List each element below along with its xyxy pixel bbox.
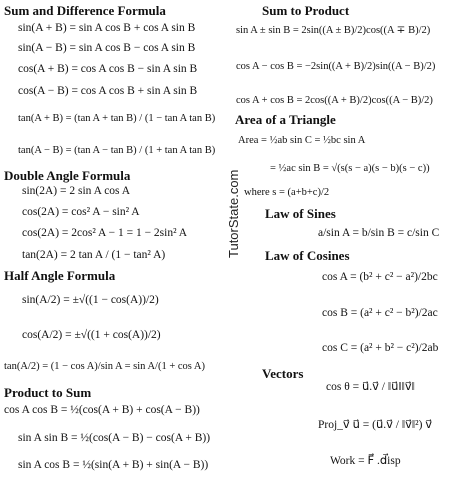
formula-work: Work = F⃗ .d⃗isp	[330, 455, 401, 467]
formula-tan-sum: tan(A + B) = (tan A + tan B) / (1 − tan A tan B)	[18, 113, 216, 124]
formula-cos-2a-1: cos(2A) = cos² A − sin² A	[22, 206, 140, 218]
heading-law-of-cosines: Law of Cosines	[265, 248, 350, 263]
formula-cos-a: cos A = (b² + c² − a²)/2bc	[322, 271, 438, 283]
formula-cos-half: cos(A/2) = ±√((1 + cos(A))/2)	[22, 329, 161, 341]
formula-cos-sum: cos(A + B) = cos A cos B − sin A sin B	[18, 63, 198, 75]
heading-law-of-sines: Law of Sines	[265, 206, 336, 221]
formula-tan-2a: tan(2A) = 2 tan A / (1 − tan² A)	[22, 249, 166, 261]
formula-cos-b: cos B = (a² + c² − b²)/2ac	[322, 307, 438, 319]
formula-sin-diff: sin(A − B) = sin A cos B − cos A sin B	[18, 42, 196, 54]
heading-sum-to-product: Sum to Product	[262, 3, 350, 18]
formula-area-s: where s = (a+b+c)/2	[244, 187, 330, 198]
heading-area-triangle: Area of a Triangle	[235, 112, 336, 127]
formula-cos-minus-cos: cos A − cos B = −2sin((A + B)/2)sin((A − B)/2)	[236, 61, 436, 72]
formula-sin-pm-sin: sin A ± sin B = 2sin((A ± B)/2)cos((A ∓ B)/2)	[236, 25, 431, 36]
formula-cos-c: cos C = (a² + b² − c²)/2ab	[322, 342, 439, 354]
formula-sin-sin: sin A sin B = ½(cos(A − B) − cos(A + B))	[18, 432, 211, 444]
formula-cos-diff: cos(A − B) = cos A cos B + sin A sin B	[18, 85, 198, 97]
heading-double-angle: Double Angle Formula	[4, 168, 131, 183]
formula-tan-diff: tan(A − B) = (tan A − tan B) / (1 + tan A tan B)	[18, 145, 216, 156]
heading-sum-difference: Sum and Difference Formula	[4, 3, 166, 18]
heading-vectors: Vectors	[262, 366, 304, 381]
formula-cos-2a-2: cos(2A) = 2cos² A − 1 = 1 − 2sin² A	[22, 227, 188, 239]
formula-area-1: Area = ½ab sin C = ½bc sin A	[238, 135, 366, 146]
watermark-text: TutorState.com	[226, 169, 241, 258]
heading-half-angle: Half Angle Formula	[4, 268, 116, 283]
formula-cos-plus-cos: cos A + cos B = 2cos((A + B)/2)cos((A − B)/2)	[236, 95, 433, 106]
formula-tan-half: tan(A/2) = (1 − cos A)/sin A = sin A/(1 + cos A)	[4, 361, 206, 372]
formula-cos-theta: cos θ = u⃗.v⃗ / ‖u⃗‖‖v⃗‖	[326, 381, 415, 393]
formula-sin-sum: sin(A + B) = sin A cos B + cos A sin B	[18, 22, 196, 34]
heading-product-to-sum: Product to Sum	[4, 385, 92, 400]
formula-sin-cos: sin A cos B = ½(sin(A + B) + sin(A − B))	[18, 459, 209, 471]
formula-sin-2a: sin(2A) = 2 sin A cos A	[22, 185, 131, 197]
formula-projection: Proj_v⃗ u⃗ = (u⃗.v⃗ / ‖v⃗‖²) v⃗	[318, 419, 433, 431]
formula-cos-cos: cos A cos B = ½(cos(A + B) + cos(A − B))	[4, 404, 200, 416]
formula-law-of-sines: a/sin A = b/sin B = c/sin C	[318, 227, 440, 239]
formula-sin-half: sin(A/2) = ±√((1 − cos(A))/2)	[22, 294, 159, 306]
formula-area-2: = ½ac sin B = √(s(s − a)(s − b)(s − c))	[270, 163, 430, 174]
